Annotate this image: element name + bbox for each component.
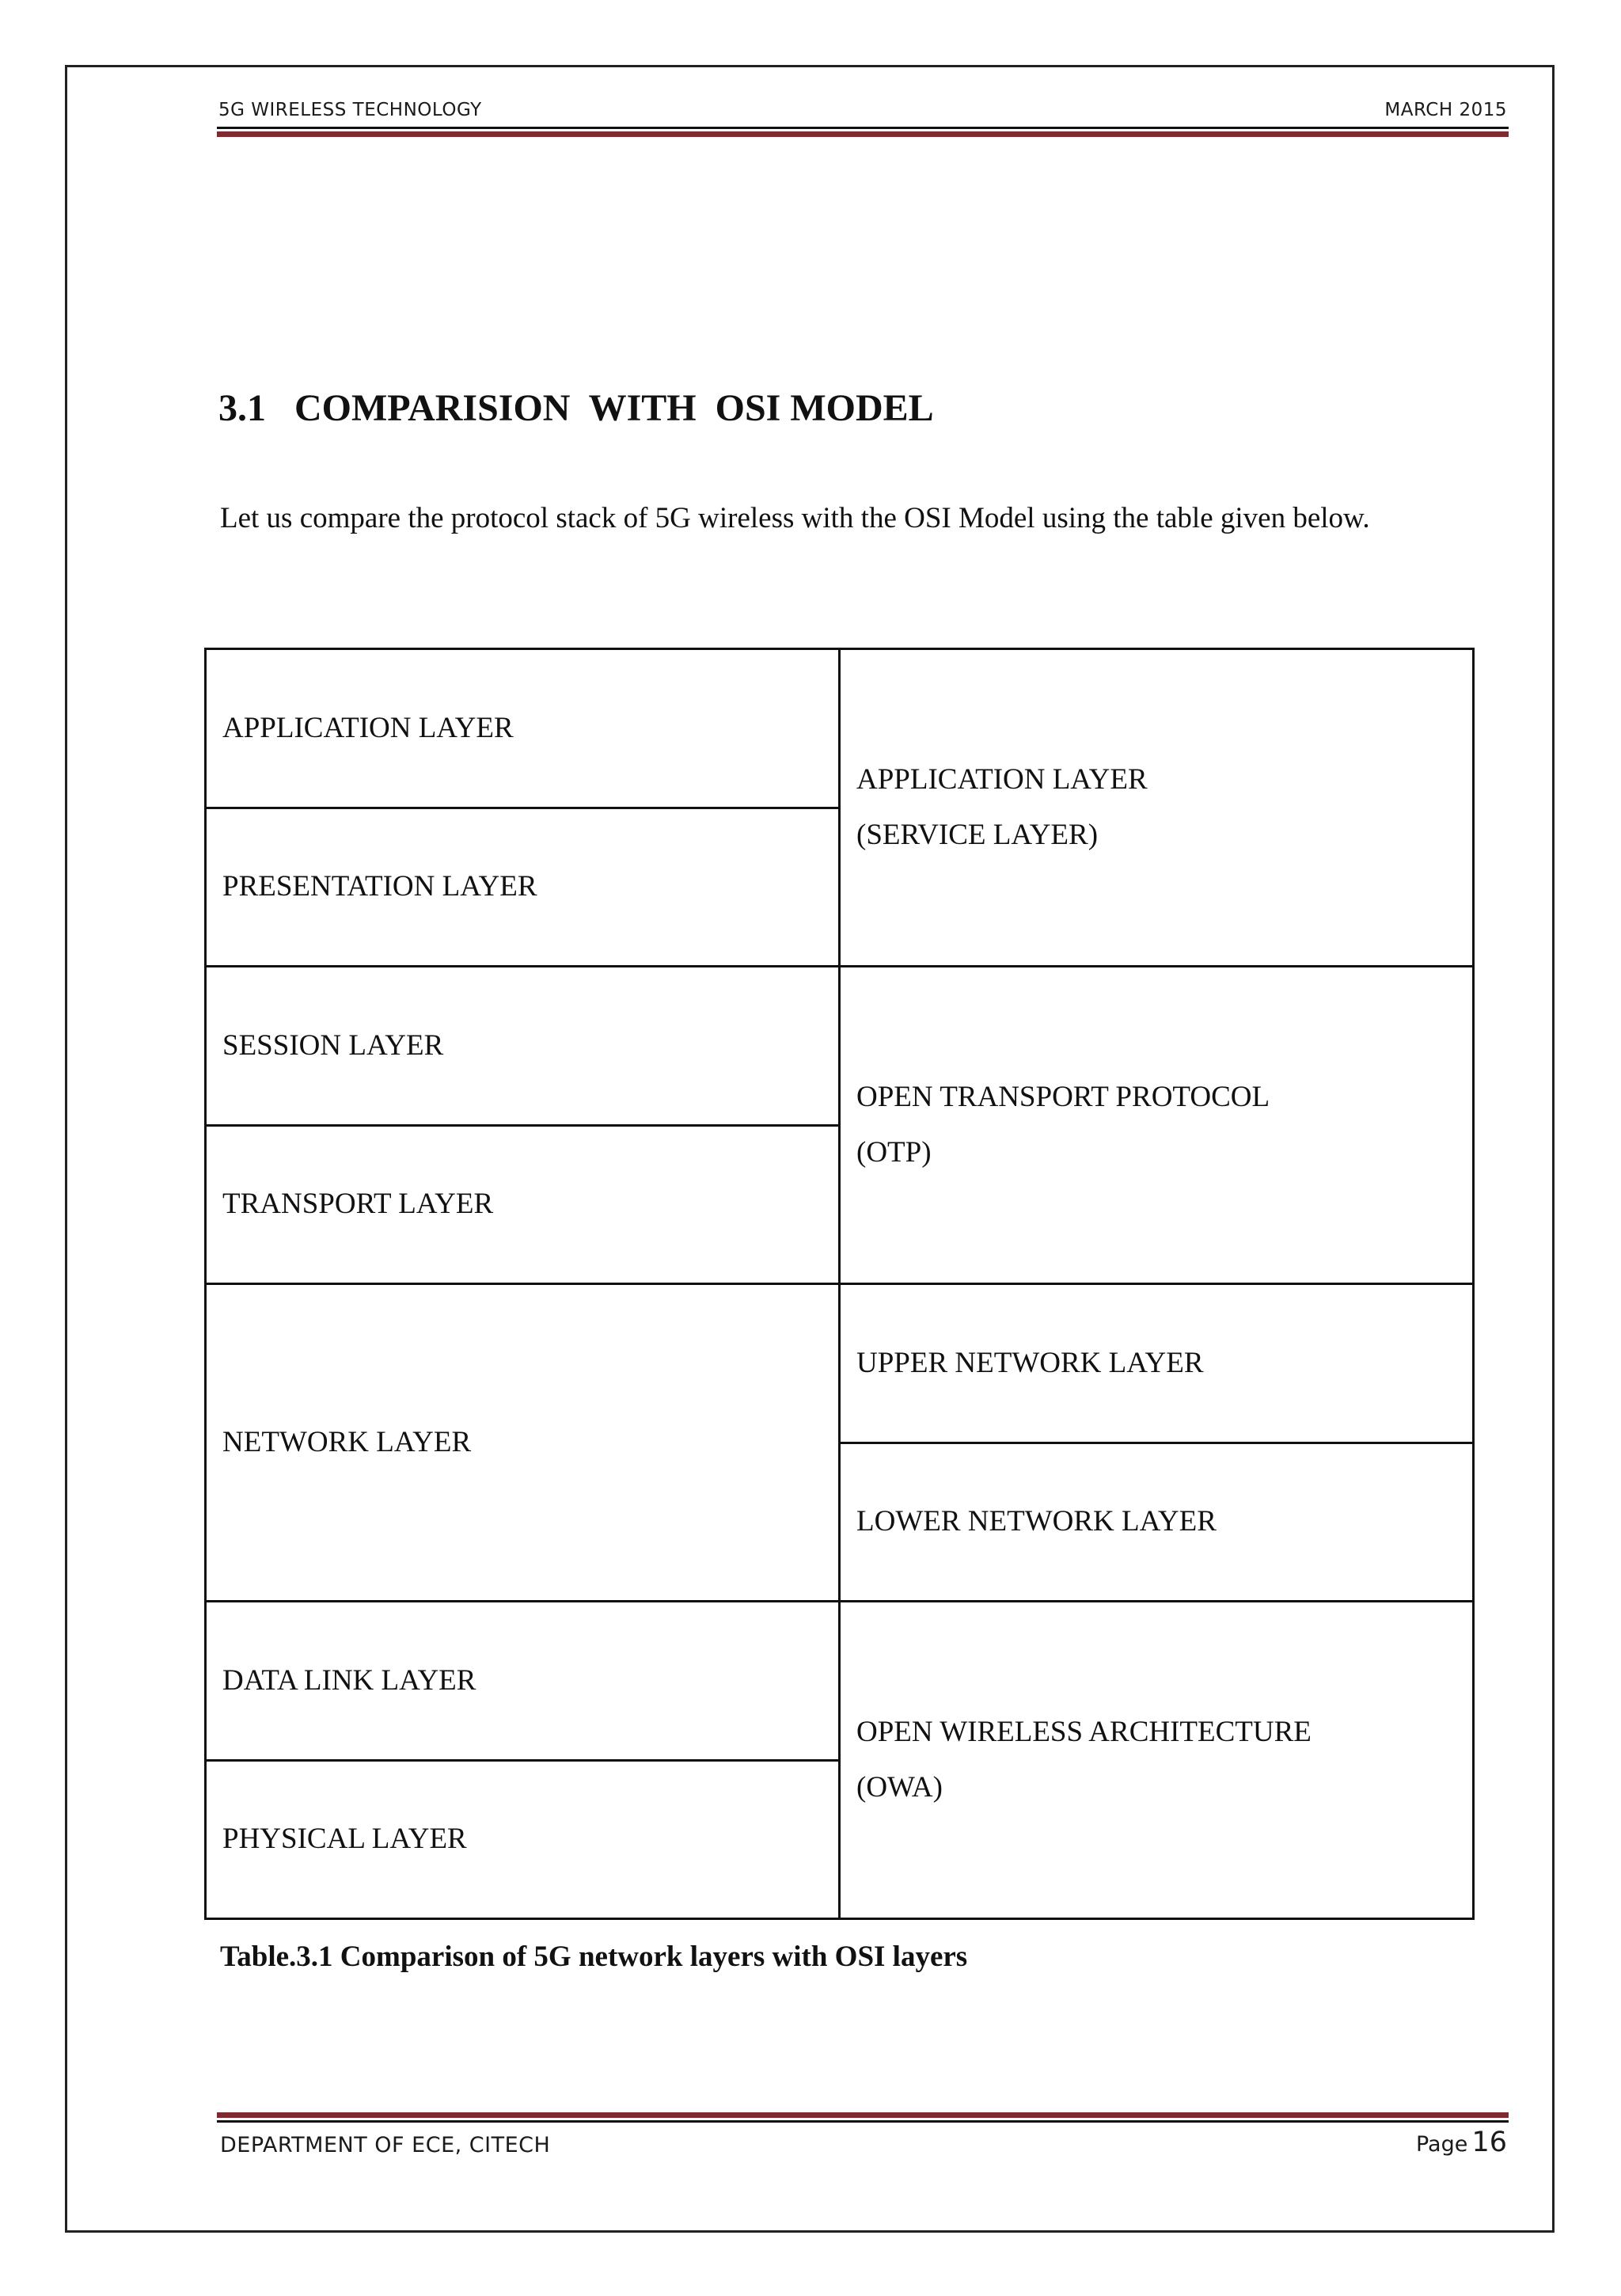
cell-text: PHYSICAL LAYER (222, 1823, 467, 1856)
footer-department: DEPARTMENT OF ECE, CITECH (220, 2133, 551, 2157)
g5-otp-cell (840, 967, 1474, 1284)
table-row (206, 1602, 1474, 1761)
cell-text: SESSION LAYER (222, 1028, 444, 1062)
table-row (206, 649, 1474, 808)
cell-text: PRESENTATION LAYER (222, 870, 537, 903)
page-label: Page (1415, 2132, 1468, 2157)
osi-application-layer-cell (206, 649, 840, 808)
osi-physical-layer-cell (206, 1760, 840, 1919)
osi-data-link-layer-cell (206, 1602, 840, 1761)
osi-comparison-table (204, 648, 1475, 1920)
cell-text: (OWA) (856, 1771, 943, 1804)
table-row (206, 1284, 1474, 1443)
cell-text: UPPER NETWORK LAYER (856, 1346, 1204, 1379)
cell-text: (OTP) (856, 1136, 932, 1169)
running-header-title: 5G WIRELESS TECHNOLOGY (218, 100, 482, 120)
intro-paragraph: Let us compare the protocol stack of 5G wireless with the OSI Model using the table given below. (220, 502, 1370, 534)
g5-upper-network-cell (840, 1284, 1474, 1443)
footer-page (1416, 2127, 1507, 2158)
cell-text: TRANSPORT LAYER (222, 1188, 494, 1221)
cell-text: NETWORK LAYER (222, 1426, 472, 1458)
osi-session-layer-cell (206, 967, 840, 1126)
cell-text: OPEN TRANSPORT PROTOCOL (856, 1081, 1270, 1113)
section-heading: 3.1 COMPARISION WITH OSI MODEL (218, 387, 934, 429)
osi-presentation-layer-cell (206, 808, 840, 967)
table-caption: Table.3.1 Comparison of 5G network layers with OSI layers (220, 1941, 968, 1973)
footer-rule (217, 2112, 1509, 2123)
cell-text: OPEN WIRELESS ARCHITECTURE (856, 1716, 1312, 1748)
g5-application-layer-cell (840, 649, 1474, 967)
cell-text: APPLICATION LAYER (222, 711, 514, 744)
header-rule (217, 127, 1509, 137)
page-number: 16 (1471, 2127, 1507, 2158)
cell-text: (SERVICE LAYER) (856, 819, 1099, 851)
g5-owa-cell (840, 1602, 1474, 1919)
osi-network-layer-cell (206, 1284, 840, 1602)
cell-text: LOWER NETWORK LAYER (856, 1505, 1217, 1538)
g5-lower-network-cell (840, 1443, 1474, 1602)
cell-text: APPLICATION LAYER (856, 763, 1148, 796)
table-row (206, 967, 1474, 1126)
cell-text: DATA LINK LAYER (222, 1663, 476, 1697)
running-header-date: MARCH 2015 (1384, 100, 1507, 120)
osi-transport-layer-cell (206, 1125, 840, 1284)
